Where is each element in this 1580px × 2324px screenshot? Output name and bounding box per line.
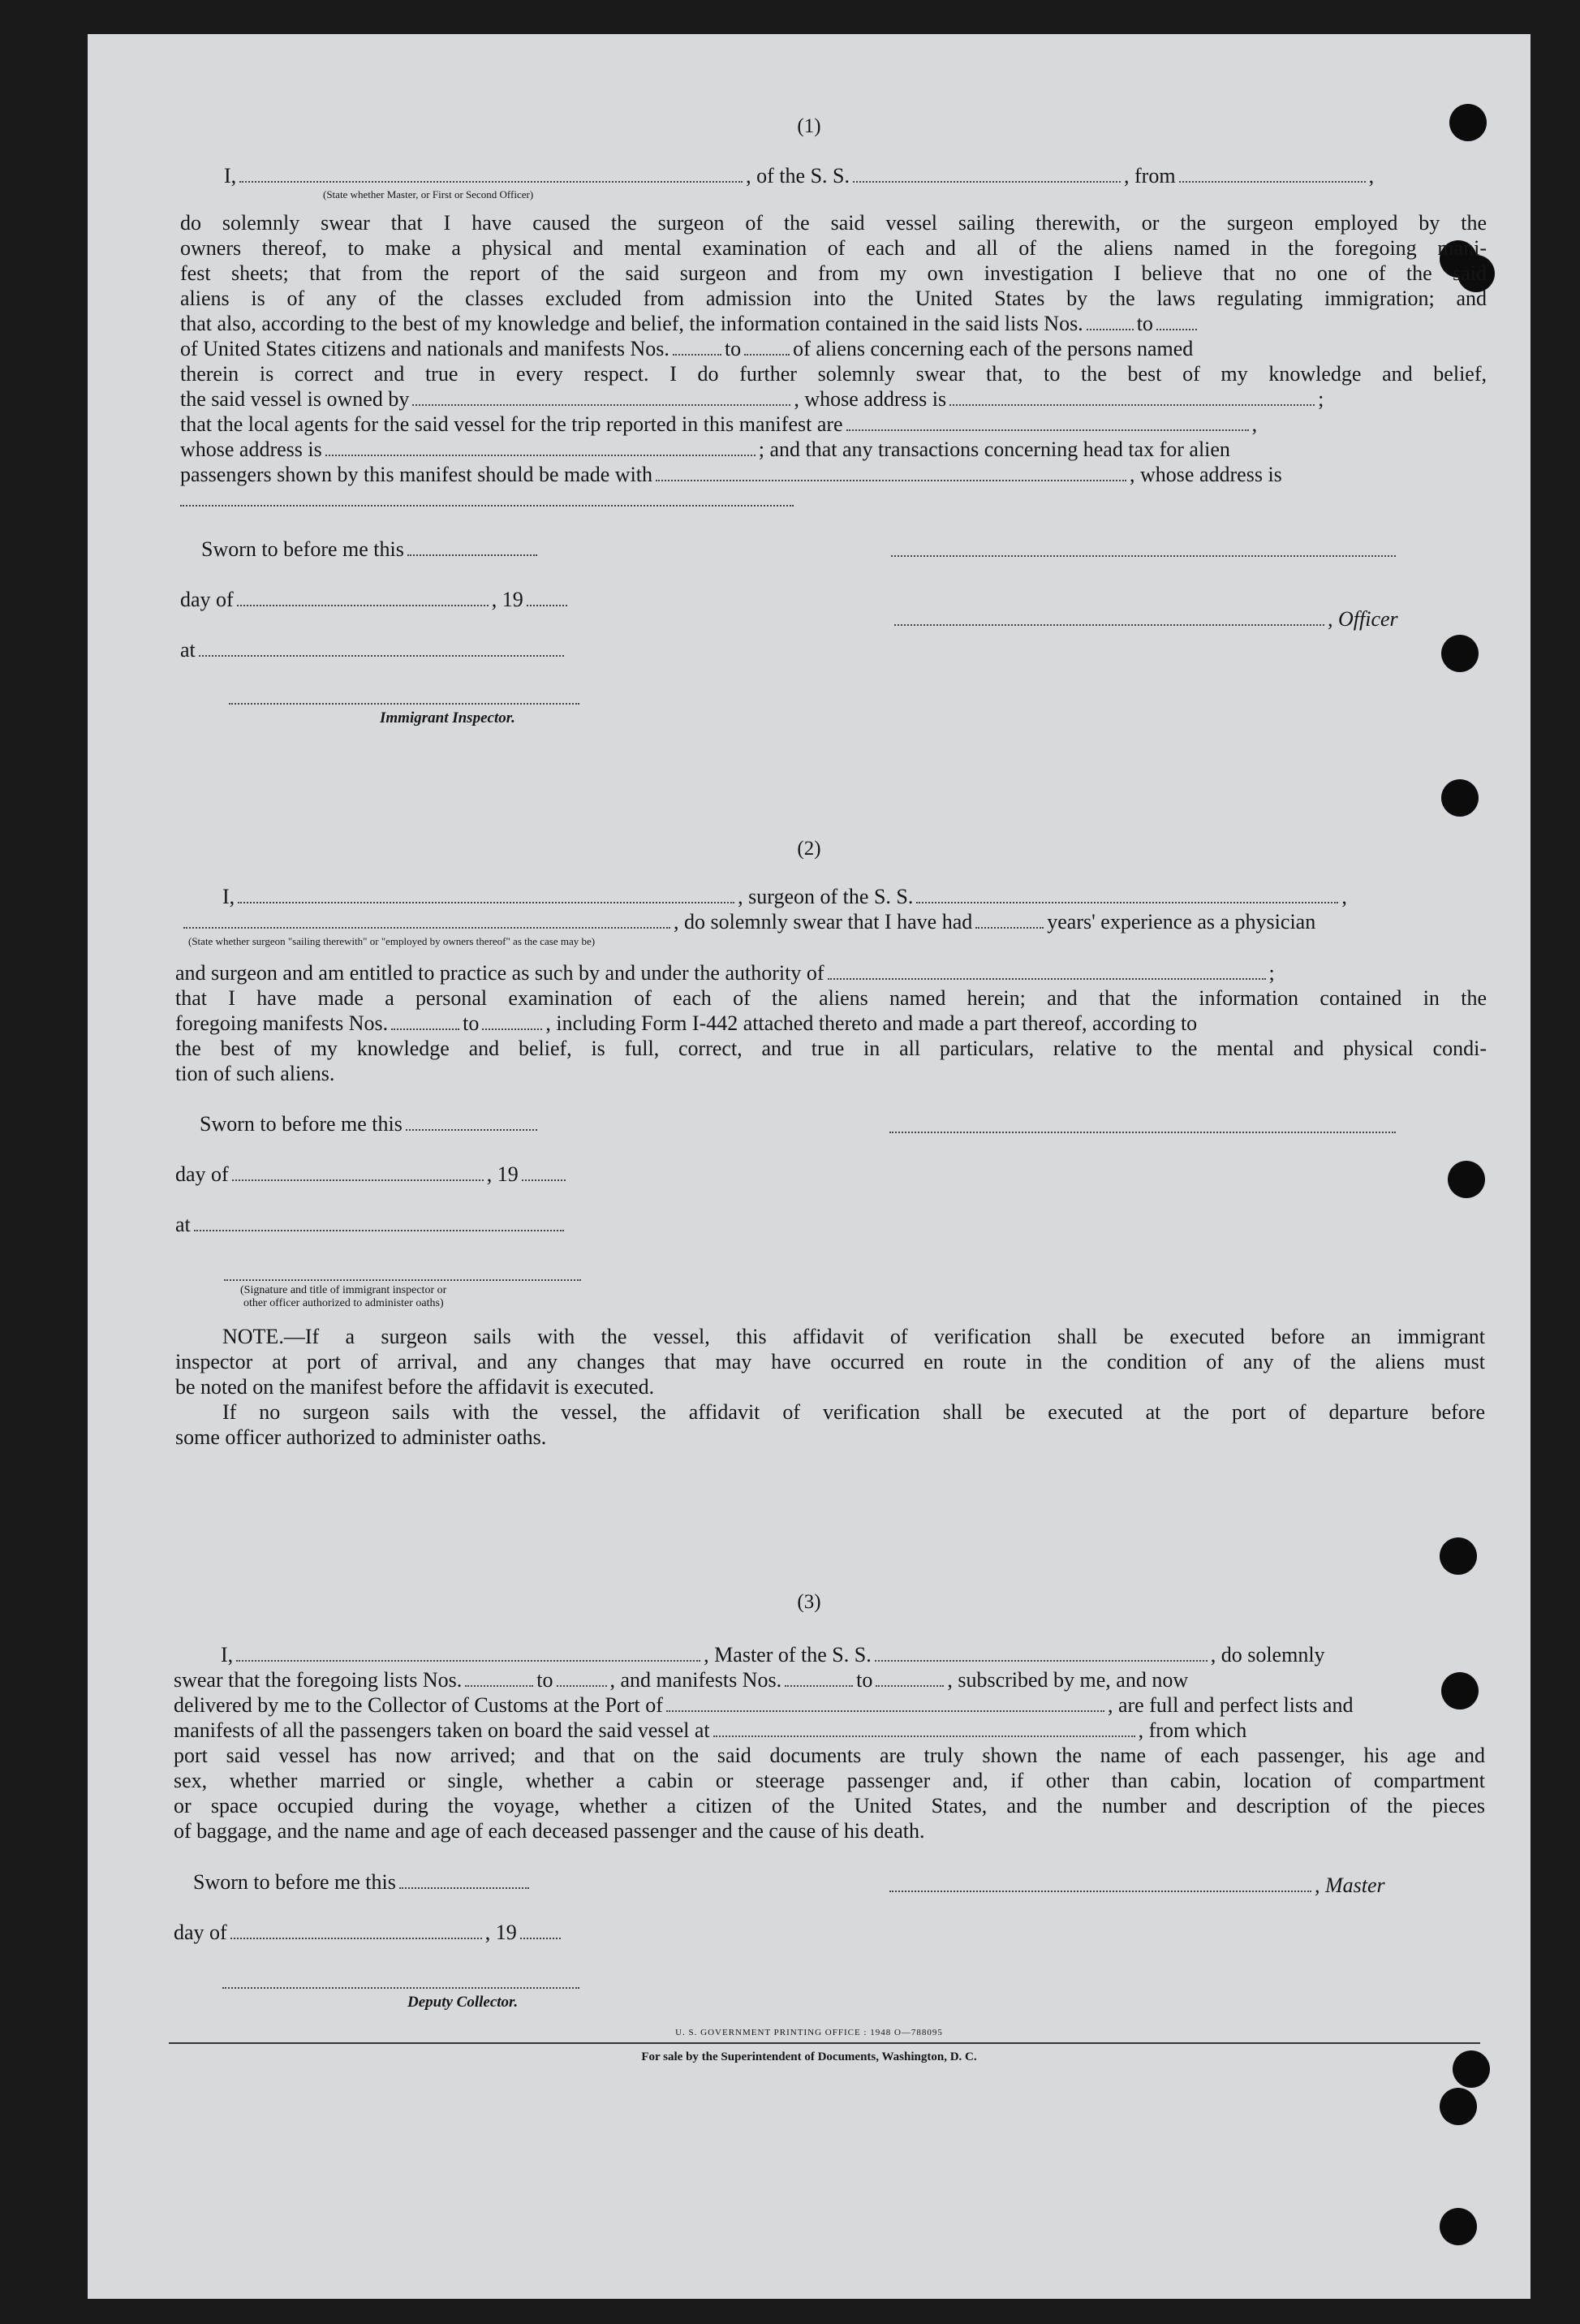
owner-field[interactable] <box>412 388 790 406</box>
owner-address-field[interactable] <box>949 388 1315 406</box>
section-1-number: (1) <box>797 115 821 137</box>
s2-note-5: some officer authorized to administer oaths. <box>175 1425 547 1449</box>
s3-line-1: I, , Master of the S. S. , do solemnly <box>221 1643 1325 1666</box>
s2-note-1: NOTE.—If a surgeon sails with the vessel, this affidavit of verification shall be executed before an immigrant <box>222 1325 1485 1348</box>
manifests-from-field[interactable] <box>673 338 721 356</box>
form-page <box>88 34 1530 2299</box>
s2-note-3: be noted on the manifest before the affidavit is executed. <box>175 1375 655 1399</box>
s3-deputy-signature-line[interactable] <box>222 1987 579 1989</box>
s3-line-3: delivered by me to the Collector of Customs at the Port of , are full and perfect lists and <box>174 1693 1354 1717</box>
s2-at: at <box>175 1213 567 1237</box>
officer-name-field[interactable] <box>239 165 743 183</box>
master-name-field[interactable] <box>236 1644 700 1662</box>
s3-lists-from-field[interactable] <box>465 1669 533 1687</box>
s2-year-field[interactable] <box>522 1163 566 1181</box>
practice-authority-field[interactable] <box>828 962 1266 980</box>
from-port-field[interactable] <box>1179 165 1366 183</box>
s2-note-4: If no surgeon sails with the vessel, the affidavit of verification shall be executed at the port of departure before <box>222 1400 1485 1424</box>
s1-line-9: the said vessel is owned by , whose address is ; <box>180 387 1324 411</box>
s2-note-2: inspector at port of arrival, and any changes that may have occurred en route in the condition of any of the aliens must <box>175 1350 1485 1373</box>
punch-hole <box>1440 2088 1477 2125</box>
s2-line-5: foregoing manifests Nos. to , including Form I-442 attached thereto and made a part thereof, according to <box>175 1011 1198 1035</box>
s2-inspector-signature-line[interactable] <box>224 1279 581 1281</box>
s1-at: at <box>180 638 567 662</box>
s1-line-1: I, , of the S. S. , from , <box>224 164 1375 188</box>
s3-day-of: day of , 19 <box>174 1921 564 1945</box>
s3-month-field[interactable] <box>230 1921 482 1939</box>
punch-hole <box>1441 779 1479 817</box>
s1-line-6: that also, according to the best of my knowledge and belief, the information contained in the said lists Nos. to <box>180 312 1200 336</box>
local-agents-field[interactable] <box>846 413 1249 431</box>
s1-inspector-caption: Immigrant Inspector. <box>380 709 515 727</box>
s3-lists-to-field[interactable] <box>557 1669 607 1687</box>
s1-line-3: owners thereof, to make a physical and mental examination of each and all of the aliens named in the foregoing mani- <box>180 236 1487 260</box>
s1-month-field[interactable] <box>237 589 489 606</box>
s2-month-field[interactable] <box>232 1163 484 1181</box>
s3-year-field[interactable] <box>520 1921 561 1939</box>
s2-line-6: the best of my knowledge and belief, is full, correct, and true in all particulars, relative to the mental and physical condi- <box>175 1037 1487 1060</box>
punch-hole <box>1440 2208 1477 2245</box>
s1-officer-field[interactable] <box>894 608 1324 626</box>
punch-hole <box>1441 635 1479 672</box>
s3-line-2: swear that the foregoing lists Nos. to , and manifests Nos. to , subscribed by me, and now <box>174 1668 1189 1692</box>
printing-office-imprint: U. S. GOVERNMENT PRINTING OFFICE : 1948 O—788095 <box>675 2028 943 2037</box>
s3-sworn: Sworn to before me this <box>193 1870 532 1895</box>
s2-day-of: day of , 19 <box>175 1162 569 1187</box>
s1-officer: , Officer <box>891 607 1398 632</box>
s2-sig-caption-2: other officer authorized to administer oaths) <box>243 1297 444 1309</box>
agents-address-field[interactable] <box>325 438 756 456</box>
s3-line-5: port said vessel has now arrived; and that on the said documents are truly shown the name of each passenger, his age and <box>174 1744 1485 1767</box>
s2-line-1: I, , surgeon of the S. S. , <box>222 885 1347 908</box>
s1-line-12: passengers shown by this manifest should be made with , whose address is <box>180 463 1282 486</box>
s3-master-signature-field[interactable] <box>889 1874 1311 1892</box>
s1-line-8: therein is correct and true in every respect. I do further solemnly swear that, to the best of my knowledge and belief, <box>180 362 1487 386</box>
punch-hole <box>1440 1537 1477 1575</box>
head-tax-address-field[interactable] <box>180 505 794 507</box>
s3-manifests-to-field[interactable] <box>876 1669 944 1687</box>
s1-year-field[interactable] <box>527 589 567 606</box>
head-tax-contact-field[interactable] <box>656 464 1126 481</box>
footer-rule <box>169 2042 1480 2044</box>
manifests-to-field[interactable] <box>744 338 790 356</box>
s2-at-field[interactable] <box>194 1214 564 1231</box>
s1-line-7: of United States citizens and nationals and manifests Nos. to of aliens concerning each of the persons named <box>180 337 1194 360</box>
lists-to-field[interactable] <box>1156 313 1197 330</box>
s1-line-1-caption: (State whether Master, or First or Second Officer) <box>323 188 534 200</box>
s2-line-4: that I have made a personal examination of each of the aliens named herein; and that the information contained in the <box>175 986 1487 1010</box>
s2-line-7: tion of such aliens. <box>175 1062 335 1085</box>
s3-deputy-caption: Deputy Collector. <box>407 1994 519 2011</box>
lists-from-field[interactable] <box>1087 313 1134 330</box>
ship-name-field[interactable] <box>853 165 1121 183</box>
s1-sworn: Sworn to before me this <box>201 537 540 562</box>
s1-line-11: whose address is ; and that any transactions concerning head tax for alien <box>180 438 1230 461</box>
s3-line-4: manifests of all the passengers taken on board the said vessel at , from which <box>174 1718 1247 1742</box>
s2-sworn-date-field[interactable] <box>406 1113 537 1131</box>
s3-line-8: of baggage, and the name and age of each deceased passenger and the cause of his death. <box>174 1819 925 1843</box>
s1-line-10: that the local agents for the said vessel for the trip reported in this manifest are , <box>180 412 1258 436</box>
s1-inspector-signature-line[interactable] <box>229 703 579 705</box>
surgeon-name-field[interactable] <box>238 886 734 903</box>
section-3-number: (3) <box>797 1591 821 1613</box>
surgeon-status-field[interactable] <box>183 911 670 929</box>
s3-sworn-date-field[interactable] <box>399 1871 529 1889</box>
s2-signature-line[interactable] <box>889 1132 1396 1133</box>
s2-sig-caption-1: (Signature and title of immigrant inspector or <box>240 1284 447 1296</box>
s2-line-3: and surgeon and am entitled to practice as such by and under the authority of ; <box>175 961 1275 985</box>
s1-line-2: do solemnly swear that I have caused the surgeon of the said vessel sailing therewith, or the surgeon employed by the <box>180 211 1487 235</box>
s2-manifests-from-field[interactable] <box>391 1012 459 1030</box>
s3-line-6: sex, whether married or single, whether a cabin or steerage passenger and, if other than cabin, location of compartment <box>174 1769 1485 1792</box>
s3-master: , Master <box>886 1873 1385 1898</box>
punch-hole <box>1441 1672 1479 1710</box>
port-of-embarkation-field[interactable] <box>713 1719 1135 1737</box>
section-2-number: (2) <box>797 838 821 860</box>
s3-line-7: or space occupied during the voyage, whether a citizen of the United States, and the number and description of the pieces <box>174 1794 1485 1817</box>
punch-hole <box>1448 1161 1485 1198</box>
s2-line-2: , do solemnly swear that I have had years' experience as a physician <box>180 910 1315 934</box>
s2-manifests-to-field[interactable] <box>482 1012 542 1030</box>
s1-line-5: aliens is of any of the classes excluded from admission into the United States by the laws regulating immigration; and <box>180 287 1487 310</box>
s2-line-2-caption: (State whether surgeon "sailing therewith" or "employed by owners thereof" as the case may be) <box>188 935 596 947</box>
s1-line-4: fest sheets; that from the report of the said surgeon and from my own investigation I believe that no one of the said <box>180 261 1487 285</box>
s3-ship-name-field[interactable] <box>875 1644 1208 1662</box>
s1-signature-line[interactable] <box>891 555 1396 557</box>
sale-notice: For sale by the Superintendent of Documents, Washington, D. C. <box>641 2050 977 2063</box>
s2-ship-name-field[interactable] <box>916 886 1338 903</box>
s3-manifests-from-field[interactable] <box>785 1669 853 1687</box>
s1-sworn-date-field[interactable] <box>407 538 537 556</box>
years-experience-field[interactable] <box>975 911 1044 929</box>
s1-day-of: day of , 19 <box>180 588 570 612</box>
s2-sworn: Sworn to before me this <box>200 1112 540 1136</box>
port-of-arrival-field[interactable] <box>666 1694 1104 1712</box>
s1-at-field[interactable] <box>199 639 564 657</box>
